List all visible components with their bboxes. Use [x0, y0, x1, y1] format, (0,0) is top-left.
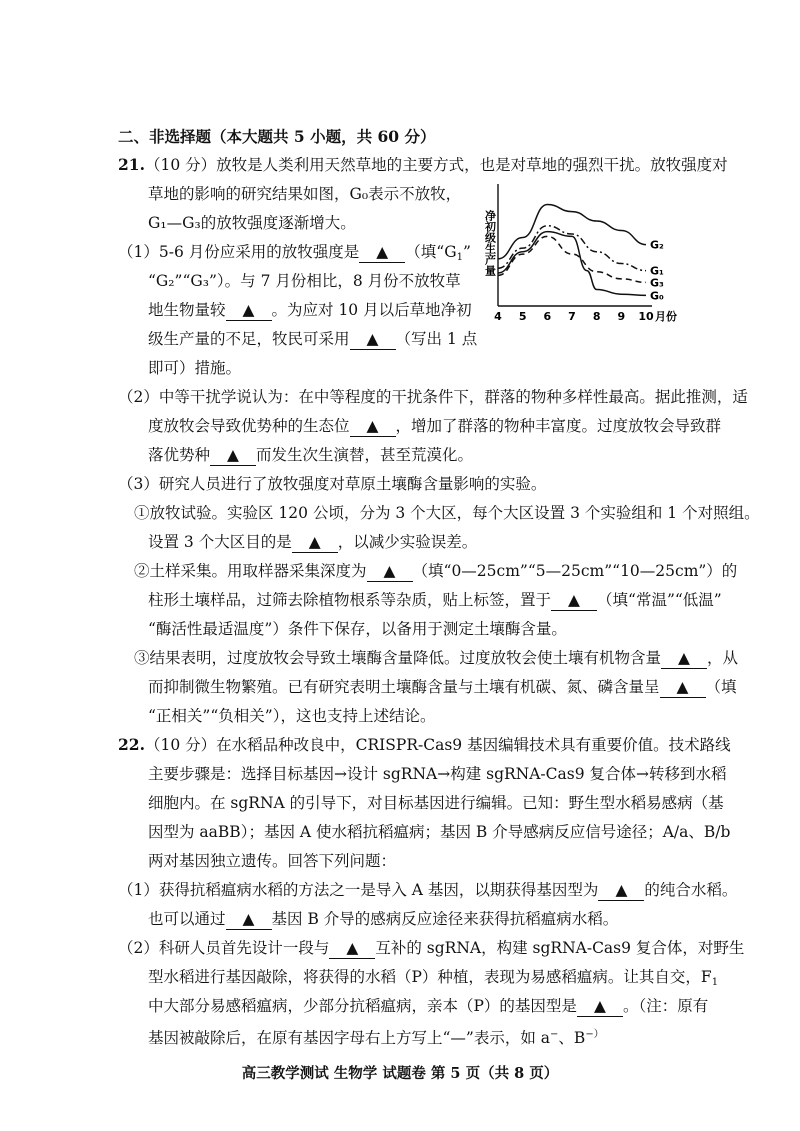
q21-p2-text: 落优势种: [148, 446, 211, 464]
q22-p2-line-3: [148, 996, 708, 1017]
q21-p3-line-3: [148, 532, 477, 553]
q21-p1-text: 级生产量的不足，牧民可采用: [148, 330, 350, 348]
q21-p3-text: ③结果表明，过度放牧会导致土壤酶含量降低。过度放牧会使土壤有机物含量: [134, 649, 662, 667]
q21-p1-text: （1）5-6 月份应采用的放牧强度是: [118, 243, 360, 261]
q22-number: 22.: [118, 735, 145, 754]
q21-p3-line-5: [148, 590, 722, 611]
answer-blank[interactable]: ▲: [226, 909, 272, 930]
answer-blank[interactable]: ▲: [577, 996, 623, 1017]
answer-blank[interactable]: ▲: [350, 329, 396, 350]
q21-p1-line-4: [148, 329, 477, 350]
answer-blank[interactable]: ▲: [210, 445, 256, 466]
q21-p1-line-2: “G₂”“G₃”）。与 7 月份相比，8 月份不放牧草: [148, 272, 461, 290]
x-tick-label: 6: [543, 310, 552, 323]
answer-blank[interactable]: ▲: [598, 880, 644, 901]
q22-p2-text: 基因被敲除后，在原有基因字母右上方写上“—”表示，如 a: [148, 1029, 551, 1047]
q21-p3-text: 而抑制微生物繁殖。已有研究表明土壤酶含量与土壤有机碳、氮、磷含量呈: [148, 678, 660, 696]
q21-g-range: G₁—G₃: [148, 214, 201, 232]
answer-blank[interactable]: ▲: [660, 677, 706, 698]
q21-number: 21.: [118, 155, 145, 174]
q21-p3-line-7: [134, 648, 738, 669]
q21-p2-line-3: [148, 445, 473, 466]
answer-blank[interactable]: ▲: [661, 648, 707, 669]
answer-blank[interactable]: ▲: [292, 532, 338, 553]
q21-p2-line-2: [148, 416, 721, 437]
q21-g0-label: G₀: [349, 185, 369, 203]
q22-p2-text: 中大部分易感稻瘟病，少部分抗稻瘟病，亲本（P）的基因型是: [148, 997, 577, 1015]
q21-p2-line-1: （2）中等干扰学说认为：在中等程度的干扰条件下，群落的物种多样性最高。据此推测，适: [118, 388, 748, 406]
q21-p2-text: 而发生次生演替，甚至荒漠化。: [256, 446, 474, 464]
q22-line-1: [118, 735, 731, 755]
q22-p2-line-4: 基因被敲除后，在原有基因字母右上方写上“—”表示，如 a−、B−）: [148, 1029, 604, 1047]
x-tick-label: 7: [568, 310, 576, 323]
q21-p3-line-6: “酶活性最适温度”）条件下保存，以备用于测定土壤酶含量。: [148, 620, 567, 638]
series-line-G₃: [498, 236, 646, 282]
q21-p3-text: ，以减少实验误差。: [337, 533, 478, 551]
y-axis-label: 净初级生产量: [483, 210, 497, 276]
q22-p2-text: （2）科研人员首先设计一段与: [118, 939, 330, 957]
x-tick-label: 8: [592, 310, 601, 323]
x-axis-label: 月份: [655, 310, 677, 323]
q22-p2-text: 。（注：原有: [622, 997, 709, 1015]
section-title: 二、非选择题（本大题共 5 小题，共 60 分）: [118, 127, 436, 146]
q22-p1-text: （1）获得抗稻瘟病水稻的方法之一是导入 A 基因，以期获得基因型为: [118, 881, 599, 899]
q21-p1-line-3: [148, 300, 472, 321]
q22-p1-text: 也可以通过: [148, 910, 226, 928]
q21-p1-line-1: （1）5-6 月份应采用的放牧强度是 ▲ （填“$G_1$”: [118, 243, 471, 263]
q22-p2-line-1: [118, 938, 744, 959]
q21-p3-line-1: （3）研究人员进行了放牧强度对草原土壤酶含量影响的实验。: [118, 475, 547, 493]
q22-p1-line-1: [118, 880, 737, 901]
series-line-G₂: [498, 205, 646, 259]
series-label: G₂: [650, 238, 664, 252]
q22-line-3: 细胞内。在 sgRNA 的引导下，对目标基因进行编辑。已知：野生型水稻易感病（基: [148, 794, 724, 812]
q22-line-2: 主要步骤是：选择目标基因→设计 sgRNA→构建 sgRNA-Cas9 复合体→转移到水稻: [148, 765, 727, 783]
answer-blank[interactable]: ▲: [367, 561, 413, 582]
q21-p3-line-4: [134, 561, 737, 582]
q21-line-3: [148, 213, 356, 233]
q21-intro: （10 分）放牧是人类利用天然草地的主要方式，也是对草地的强烈干扰。放牧强度对: [144, 156, 728, 174]
series-label: G₀: [650, 289, 664, 303]
q21-p3-text: （填: [705, 678, 737, 696]
page-footer: 高三教学测试 生物学 试题卷 第 5 页（共 8 页）: [241, 1065, 559, 1082]
q21-text: 表示不放牧，: [368, 185, 462, 203]
x-tick-label: 5: [518, 310, 527, 323]
q21-p3-text: 柱形土壤样品，过筛去除植物根系等杂质，贴上标签，置于: [148, 591, 552, 609]
q21-p1-text: （写出 1 点: [395, 330, 478, 348]
q21-p1-line-5: 即可）措施。: [148, 359, 242, 377]
series-label: G₁: [650, 264, 664, 278]
q22-p2-text: 、B: [558, 1029, 586, 1047]
npp-line-chart: [478, 182, 700, 327]
q21-p2-text: ，增加了群落的物种丰富度。过度放牧会导致群: [395, 417, 722, 435]
q22-p1-text: 的纯合水稻。: [644, 881, 738, 899]
q22-line-4: 因型为 aaBB）；基因 A 使水稻抗稻瘟病；基因 B 介导感病反应信号途径；A/a、B/b: [148, 823, 731, 841]
q21-p3-text: ，从: [707, 649, 739, 667]
x-tick-label: 10: [638, 310, 654, 323]
q21-text: 草地的影响的研究结果如图，: [148, 185, 350, 203]
q21-p3-text: （填“0—25cm”“5—25cm”“10—25cm”）的: [412, 562, 738, 580]
answer-blank[interactable]: ▲: [350, 416, 396, 437]
q21-line-1: [118, 155, 728, 175]
q21-text: 的放牧强度逐渐增大。: [200, 214, 356, 232]
q22-p1-line-2: [148, 909, 618, 930]
q21-p3-line-9: “正相关”“负相关”），这也支持上述结论。: [148, 707, 436, 725]
answer-blank[interactable]: ▲: [551, 590, 597, 611]
q22-p2-text: 型水稻进行基因敲除，将获得的水稻（P）种植，表现为易感稻瘟病。让其自交，F: [148, 968, 712, 986]
q21-line-2: [148, 184, 461, 204]
q22-text: （10 分）在水稻品种改良中，CRISPR-Cas9 基因编辑技术具有重要价值。技术路线: [144, 736, 731, 754]
q21-p3-text: （填“常温”“低温”: [597, 591, 722, 609]
series-label: G₃: [650, 276, 664, 290]
q21-p2-text: 度放牧会导致优势种的生态位: [148, 417, 350, 435]
x-tick-label: 4: [494, 310, 502, 323]
q22-p2-line-2: 型水稻进行基因敲除，将获得的水稻（P）种植，表现为易感稻瘟病。让其自交，$F_1$: [148, 968, 719, 988]
x-tick-label: 9: [617, 310, 626, 323]
q21-p3-line-2: ①放牧试验。实验区 120 公顷，分为 3 个大区，每个大区设置 3 个实验组和 1 个对照组。: [134, 504, 760, 522]
q22-p1-text: 基因 B 介导的感病反应途径来获得抗稻瘟病水稻。: [271, 910, 619, 928]
q21-p1-text: 地生物量较: [148, 301, 226, 319]
answer-blank[interactable]: ▲: [329, 938, 375, 959]
q22-line-5: 两对基因独立遗传。回答下列问题：: [148, 852, 397, 870]
q21-p3-text: 设置 3 个大区目的是: [148, 533, 292, 551]
series-line-G₁: [498, 226, 646, 271]
answer-blank[interactable]: ▲: [359, 242, 405, 263]
q21-p3-line-8: [148, 677, 737, 698]
q21-p1-text: （填“G: [405, 243, 457, 261]
answer-blank[interactable]: ▲: [226, 300, 272, 321]
q21-p1-text: 。为应对 10 月以后草地净初: [271, 301, 472, 319]
q22-p2-text: 互补的 sgRNA，构建 sgRNA-Cas9 复合体，对野生: [375, 939, 745, 957]
q21-p3-text: ②土样采集。用取样器采集深度为: [134, 562, 367, 580]
